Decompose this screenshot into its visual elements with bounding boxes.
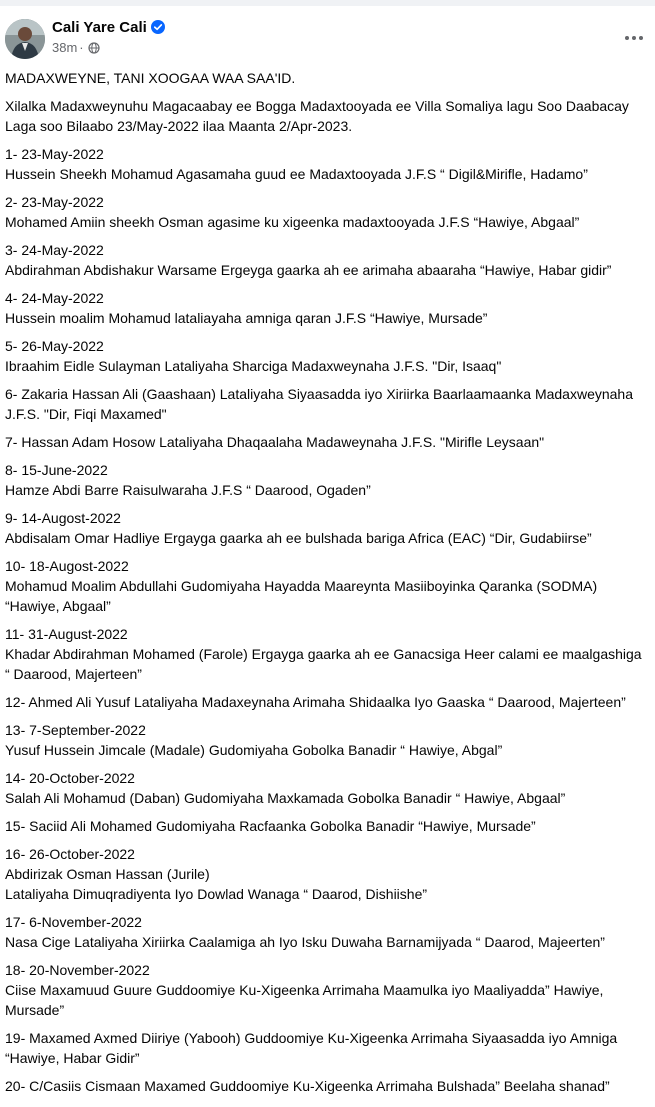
post-paragraph: Xilalka Madaxweynuhu Magacaabay ee Bogga Madaxtooyada ee Villa Somaliya lagu Soo Daabacay Laga soo Bilaabo 23/May-2022 ilaa Maanta 2/Apr-2023.	[5, 98, 629, 134]
author-name[interactable]	[52, 19, 165, 38]
verified-badge-icon	[151, 20, 165, 38]
post-meta	[52, 40, 100, 57]
post-paragraph: 10- 18-Augost-2022 Mohamud Moalim Abdullahi Gudomiyaha Hayadda Maareynta Masiiboyinka Qaranka (SODMA) “Hawiye, Abgaal”	[5, 558, 598, 614]
avatar-photo	[5, 19, 45, 59]
facebook-post	[0, 6, 655, 1107]
post-paragraph: 16- 26-October-2022 Abdirizak Osman Hassan (Jurile) Lataliyaha Dimuqradiyenta Iyo Dowlad Wanaga “ Daarod, Dishiishe”	[5, 846, 428, 902]
post-paragraph: 13- 7-September-2022 Yusuf Hussein Jimcale (Madale) Gudomiyaha Gobolka Banadir “ Hawiye, Abgal”	[5, 722, 503, 758]
post-paragraph: 2- 23-May-2022 Mohamed Amiin sheekh Osman agasime ku xigeenka madaxtooyada J.F.S “Hawiye, Abgaal”	[5, 194, 580, 230]
more-options-icon[interactable]	[620, 28, 648, 48]
post-paragraph: 14- 20-October-2022 Salah Ali Mohamud (Daban) Gudomiyaha Maxkamada Gobolka Banadir “ Hawiye, Abgaal”	[5, 770, 566, 806]
post-paragraph: 17- 6-November-2022 Nasa Cige Lataliyaha Xiriirka Caalamiga ah Iyo Isku Duwaha Barnamijyada “ Daarod, Majeerten”	[5, 914, 605, 950]
meta-separator: ·	[79, 40, 84, 55]
post-paragraph: 7- Hassan Adam Hosow Lataliyaha Dhaqaalaha Madaweynaha J.F.S. "Mirifle Leysaan"	[5, 434, 545, 450]
globe-icon[interactable]	[88, 42, 100, 57]
post-header	[0, 6, 655, 66]
post-paragraph: 8- 15-June-2022 Hamze Abdi Barre Raisulwaraha J.F.S “ Daarood, Ogaden”	[5, 462, 371, 498]
post-body	[5, 68, 650, 1104]
post-paragraph: 1- 23-May-2022 Hussein Sheekh Mohamud Agasamaha guud ee Madaxtooyada J.F.S “ Digil&Mirifle, Hadamo”	[5, 146, 588, 182]
post-paragraph: 12- Ahmed Ali Yusuf Lataliyaha Madaxeynaha Arimaha Shidaalka Iyo Gaaska “ Daarood, Majerteen”	[5, 694, 626, 710]
post-paragraph: 15- Saciid Ali Mohamed Gudomiyaha Racfaanka Gobolka Banadir “Hawiye, Mursade”	[5, 818, 536, 834]
author-name-text[interactable]: Cali Yare Cali	[52, 19, 147, 36]
post-paragraph: 5- 26-May-2022 Ibraahim Eidle Sulayman Lataliyaha Sharciga Madaxweynaha J.F.S. "Dir, Isaaq"	[5, 338, 502, 374]
post-paragraph: 19- Maxamed Axmed Diiriye (Yabooh) Guddoomiye Ku-Xigeenka Arrimaha Siyaasadda iyo Amniga “Hawiye, Habar Gidir”	[5, 1030, 618, 1066]
post-paragraph: 4- 24-May-2022 Hussein moalim Mohamud lataliayaha amniga qaran J.F.S “Hawiye, Mursade”	[5, 290, 488, 326]
post-paragraph: 18- 20-November-2022 Ciise Maxamuud Guure Guddoomiye Ku-Xigeenka Arrimaha Maamulka iyo Maaliyadda” Hawiye, Mursade”	[5, 962, 604, 1018]
post-headline: MADAXWEYNE, TANI XOOGAA WAA SAA'ID.	[5, 70, 296, 86]
post-paragraph: 11- 31-August-2022 Khadar Abdirahman Mohamed (Farole) Ergayga gaarka ah ee Ganacsiga Heer calami ee maalgashiga “ Daarood, Majerteen”	[5, 626, 642, 682]
author-avatar[interactable]	[5, 19, 45, 59]
post-paragraph: 3- 24-May-2022 Abdirahman Abdishakur Warsame Ergeyga gaarka ah ee arimaha abaaraha “Hawiye, Habar gidir”	[5, 242, 612, 278]
post-paragraph: 20- C/Casiis Cismaan Maxamed Guddoomiye Ku-Xigeenka Arrimaha Bulshada” Beelaha shanad”	[5, 1078, 610, 1094]
post-time[interactable]: 38m	[52, 40, 78, 55]
post-paragraph: 6- Zakaria Hassan Ali (Gaashaan) Lataliyaha Siyaasadda iyo Xiriirka Baarlaamaanka Madaxweynaha J.F.S. "Dir, Fiqi Maxamed"	[5, 386, 634, 422]
post-paragraph: 9- 14-Augost-2022 Abdisalam Omar Hadliye Ergayga gaarka ah ee bulshada bariga Africa (EAC) “Dir, Gudabiirse”	[5, 510, 592, 546]
